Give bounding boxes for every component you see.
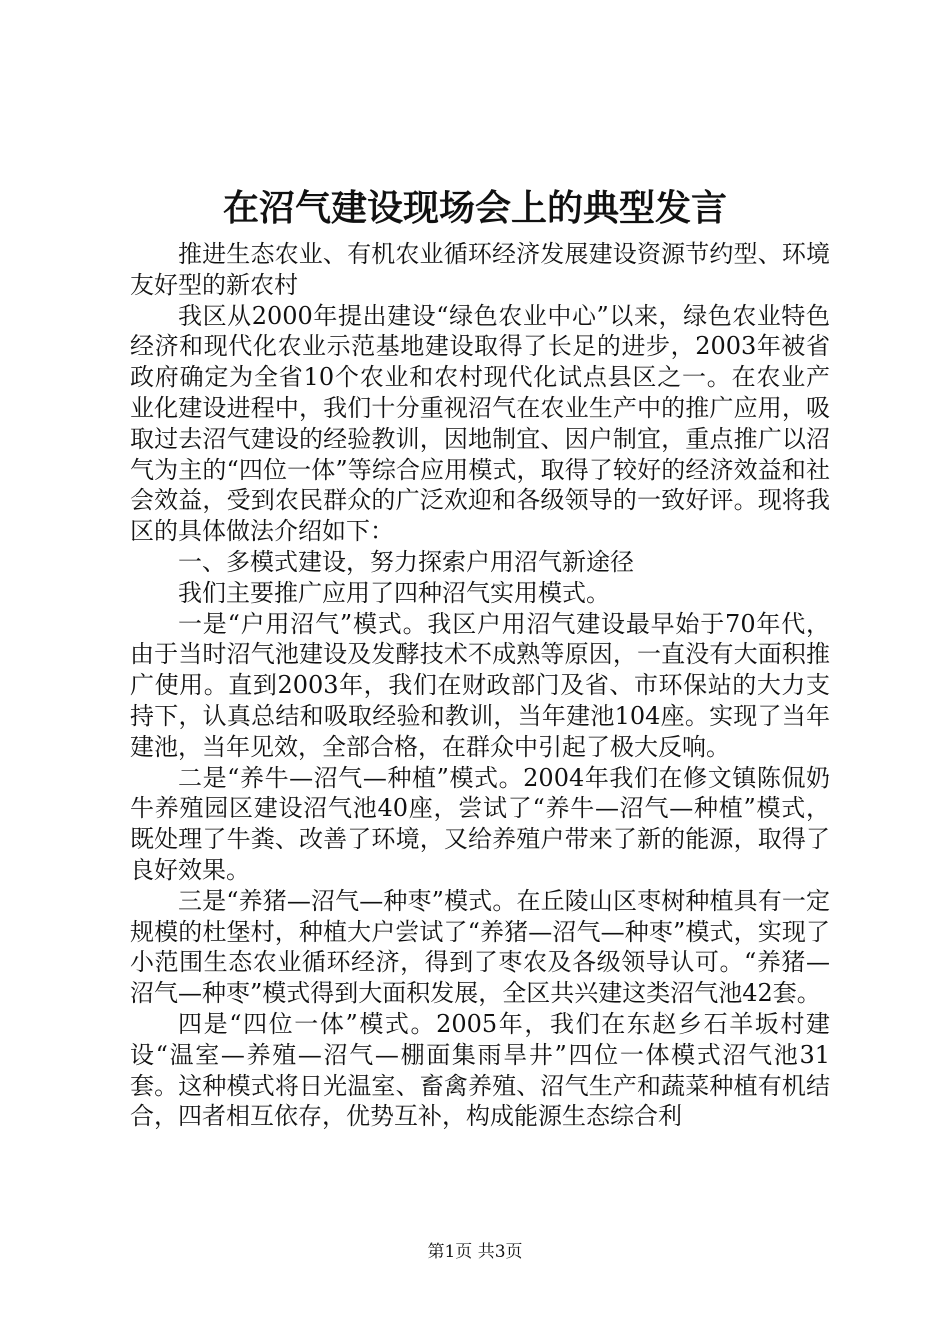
document-body	[130, 239, 830, 1132]
page-footer: 第1页 共3页	[427, 1242, 523, 1262]
paragraph-mode-4: 四是“四位一体”模式。2005年，我们在东赵乡石羊坂村建设“温室—养殖—沼气—棚面集雨旱井”四位一体模式沼气池31套。这种模式将日光温室、畜禽养殖、沼气生产和蔬菜种植有机结合，四者相互依存，优势互补，构成能源生态综合利	[130, 1009, 830, 1131]
section-heading: 一、多模式建设，努力探索户用沼气新途径	[178, 547, 634, 576]
paragraph-mode-3: 三是“养猪—沼气—种枣”模式。在丘陵山区枣树种植具有一定规模的杜堡村，种植大户尝试了“养猪—沼气—种枣”模式，实现了小范围生态农业循环经济，得到了枣农及各级领导认可。“养猪—沼气—种枣”模式得到大面积发展，全区共兴建这类沼气池42套。	[130, 886, 830, 1008]
document-title: 在沼气建设现场会上的典型发言	[222, 187, 727, 229]
paragraph-mode-1: 一是“户用沼气”模式。我区户用沼气建设最早始于70年代，由于当时沼气池建设及发酵技术不成熟等原因，一直没有大面积推广使用。直到2003年，我们在财政部门及省、市环保站的大力支持下，认真总结和吸取经验和教训，当年建池104座。实现了当年建池，当年见效，全部合格，在群众中引起了极大反响。	[130, 609, 830, 761]
paragraph-subtitle: 推进生态农业、有机农业循环经济发展建设资源节约型、环境友好型的新农村	[130, 240, 830, 299]
paragraph-overview: 我们主要推广应用了四种沼气实用模式。	[178, 578, 610, 607]
paragraph-intro: 我区从2000年提出建设“绿色农业中心”以来，绿色农业特色经济和现代化农业示范基地建设取得了长足的进步，2003年被省政府确定为全省10个农业和农村现代化试点县区之一。在农业产业化建设进程中，我们十分重视沼气在农业生产中的推广应用，吸取过去沼气建设的经验教训，因地制宜、因户制宜，重点推广以沼气为主的“四位一体”等综合应用模式，取得了较好的经济效益和社会效益，受到农民群众的广泛欢迎和各级领导的一致好评。现将我区的具体做法介绍如下：	[130, 301, 830, 546]
paragraph-mode-2: 二是“养牛—沼气—种植”模式。2004年我们在修文镇陈侃奶牛养殖园区建设沼气池40座，尝试了“养牛—沼气—种植”模式，既处理了牛粪、改善了环境，又给养殖户带来了新的能源，取得了良好效果。	[130, 763, 830, 884]
